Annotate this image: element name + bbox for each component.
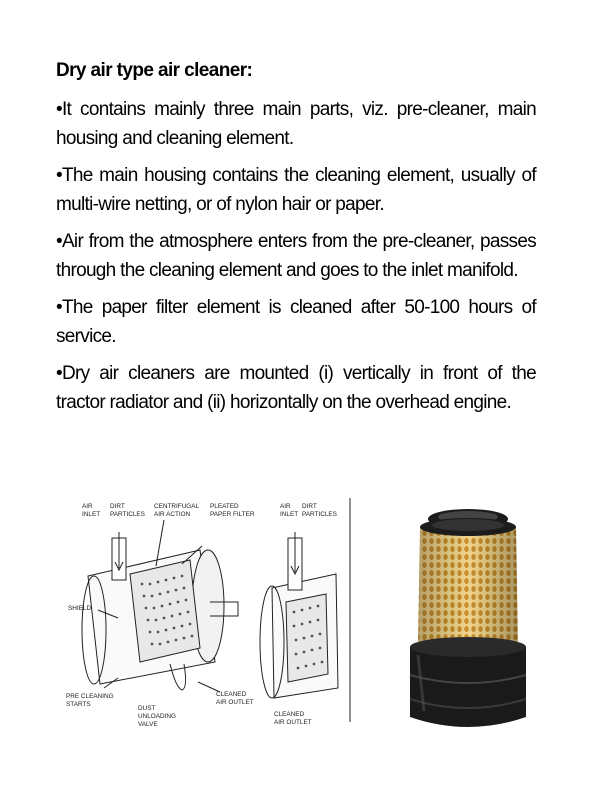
- label-dirt-b-line2: PARTICLES: [302, 511, 337, 518]
- bullet-point: •Air from the atmosphere enters from the pre-cleaner, passes through the cleaning element and goes to the inlet manifold.: [56, 231, 536, 281]
- label-dirt-particles-line1: DIRT: [110, 503, 125, 510]
- air-filter-photo: [400, 505, 536, 739]
- label-cleaned-a-line2: AIR OUTLET: [216, 699, 254, 706]
- label-air-inlet-line1: AIR: [82, 503, 93, 510]
- label-shield: SHIELD: [68, 605, 92, 612]
- label-cleaned-b-line2: AIR OUTLET: [274, 719, 312, 726]
- bullet-point: •The paper filter element is cleaned after 50-100 hours of service.: [56, 297, 536, 347]
- label-dust-line1: DUST: [138, 705, 156, 712]
- label-cleaned-a-line1: CLEANED: [216, 691, 247, 698]
- slide-title: Dry air type air cleaner:: [56, 60, 253, 81]
- label-cleaned-b-line1: CLEANED: [274, 711, 305, 718]
- label-air-inlet-b-line2: INLET: [280, 511, 299, 518]
- label-dirt-b-line1: DIRT: [302, 503, 317, 510]
- bullet-point: •Dry air cleaners are mounted (i) vertically in front of the tractor radiator and (ii) horizontally on the overhead engine.: [56, 363, 536, 413]
- label-pre-cleaning-line1: PRE CLEANING: [66, 693, 114, 700]
- label-pleated-line2: PAPER FILTER: [210, 511, 255, 518]
- label-dust-line2: UNLOADING: [138, 713, 176, 720]
- slide-text-block: [56, 56, 536, 425]
- label-dust-line3: VALVE: [138, 721, 158, 728]
- bullet-point: •The main housing contains the cleaning element, usually of multi-wire netting, or of nylon hair or paper.: [56, 165, 536, 215]
- label-centrifugal-line2: AIR ACTION: [154, 511, 191, 518]
- bullet-point: •It contains mainly three main parts, viz. pre-cleaner, main housing and cleaning element.: [56, 99, 536, 149]
- label-air-inlet-b-line1: AIR: [280, 503, 291, 510]
- label-air-inlet-line2: INLET: [82, 511, 101, 518]
- air-cleaner-diagram: [60, 492, 360, 730]
- label-pre-cleaning-line2: STARTS: [66, 701, 91, 708]
- label-centrifugal-line1: CENTRIFUGAL: [154, 503, 200, 510]
- label-dirt-particles-line2: PARTICLES: [110, 511, 145, 518]
- label-pleated-line1: PLEATED: [210, 503, 239, 510]
